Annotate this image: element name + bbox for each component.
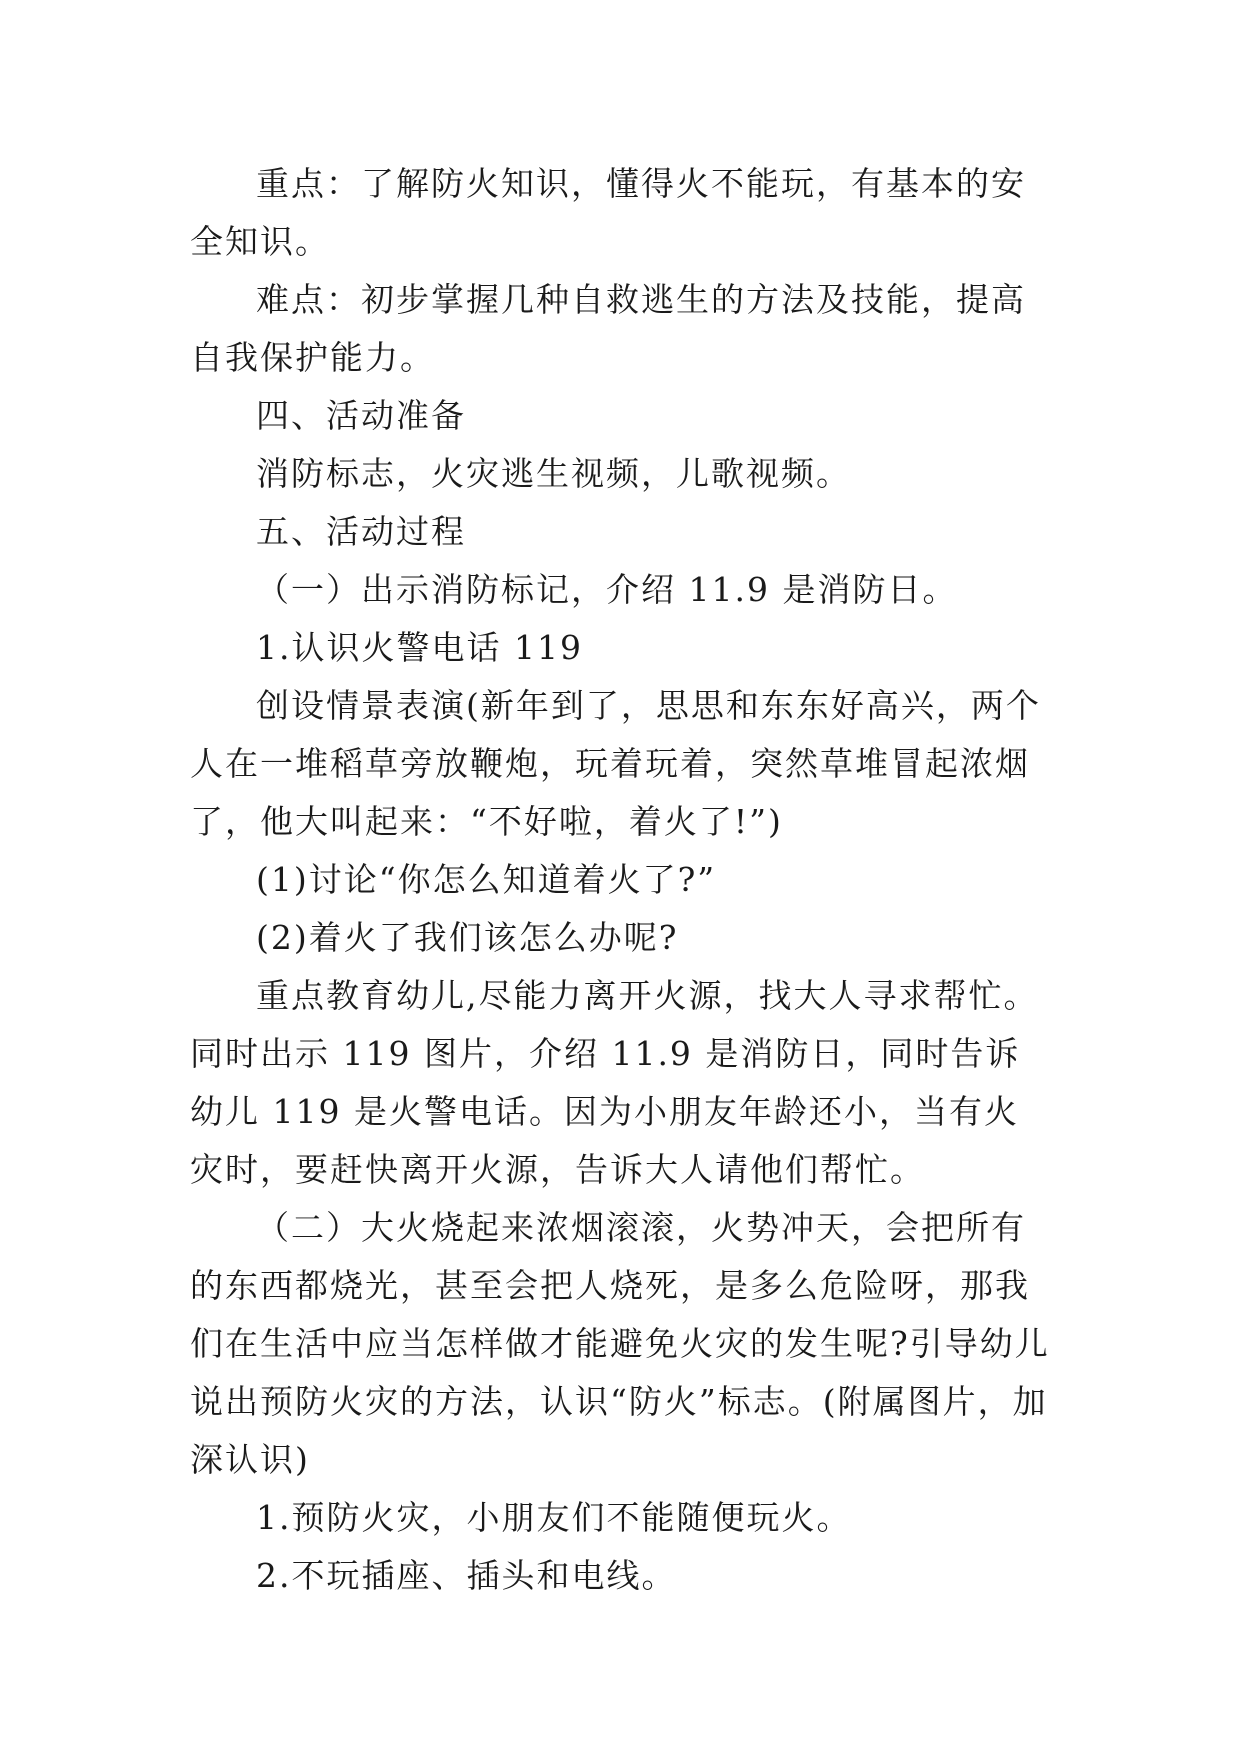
paragraph-preparation-items: 消防标志，火灾逃生视频，儿歌视频。 — [256, 454, 851, 493]
heading-activity-process: 五、活动过程 — [256, 512, 466, 551]
list-item-discussion-1: (1)讨论“你怎么知道着火了?” — [256, 860, 717, 899]
list-item-prevention-1: 1.预防火灾，小朋友们不能随便玩火。 — [256, 1498, 852, 1537]
heading-activity-preparation: 四、活动准备 — [256, 396, 466, 435]
paragraph-scenario: 创设情景表演(新年到了，思思和东东好高兴，两个人在一堆稻草旁放鞭炮，玩着玩着，突然草堆冒起浓烟了，他大叫起来：“不好啦，着火了!”) — [190, 686, 1041, 841]
subheading-fire-sign: （一）出示消防标记，介绍 11.9 是消防日。 — [256, 570, 958, 609]
document-body — [190, 155, 1050, 1605]
list-item-prevention-2: 2.不玩插座、插头和电线。 — [256, 1556, 677, 1595]
paragraph-difficulty: 难点：初步掌握几种自救逃生的方法及技能，提高自我保护能力。 — [190, 280, 1026, 377]
paragraph-key-point: 重点：了解防火知识，懂得火不能玩，有基本的安全知识。 — [190, 164, 1026, 261]
list-item-fire-phone: 1.认识火警电话 119 — [256, 628, 583, 667]
list-item-discussion-2: (2)着火了我们该怎么办呢? — [256, 918, 679, 957]
paragraph-education: 重点教育幼儿,尽能力离开火源，找大人寻求帮忙。同时出示 119 图片，介绍 11.9 是消防日，同时告诉幼儿 119 是火警电话。因为小朋友年龄还小，当有火灾时，要赶快离开火源，告诉大人请他们帮忙。 — [190, 976, 1039, 1189]
paragraph-fire-prevention: （二）大火烧起来浓烟滚滚，火势冲天，会把所有的东西都烧光，甚至会把人烧死，是多么危险呀，那我们在生活中应当怎样做才能避免火灾的发生呢?引导幼儿说出预防火灾的方法，认识“防火”标志。(附属图片，加深认识) — [190, 1208, 1050, 1479]
